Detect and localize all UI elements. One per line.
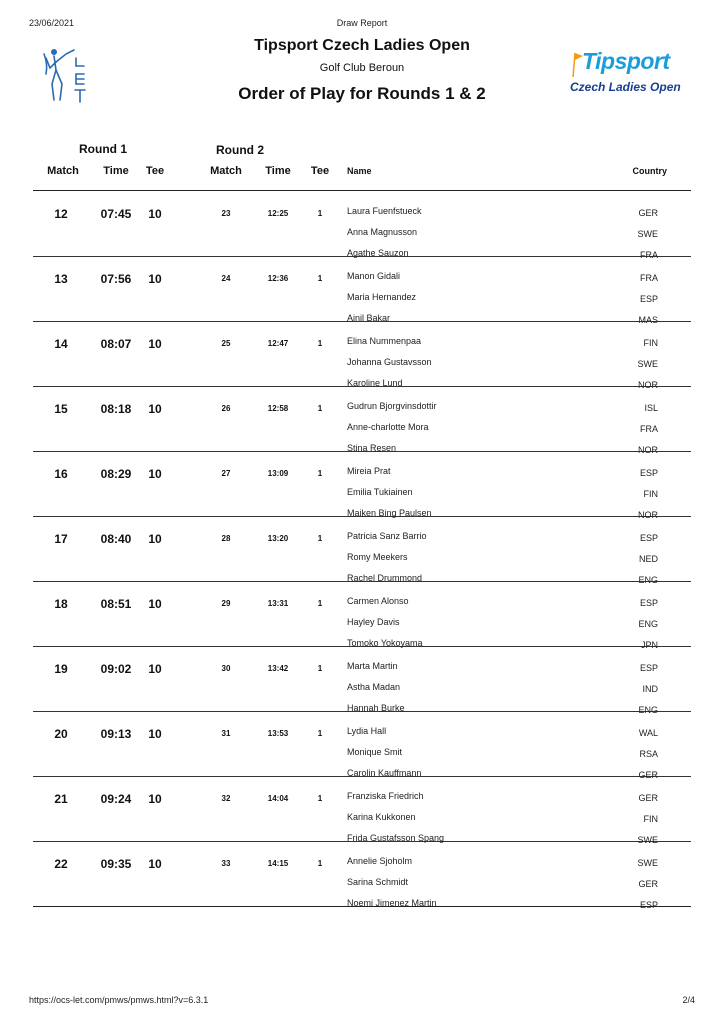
group-row: [33, 257, 691, 325]
round1-match: 20: [54, 727, 68, 741]
player-country: ISL: [644, 403, 658, 413]
round2-match: 30: [221, 664, 231, 673]
player-country: FRA: [640, 250, 658, 260]
round1-time: 09:02: [100, 662, 132, 676]
group-row: [33, 322, 691, 390]
player-country: ESP: [639, 533, 658, 543]
round1-tee: 10: [148, 207, 162, 221]
round2-match: 27: [221, 469, 231, 478]
player-country: FIN: [643, 489, 658, 499]
round1-match: 19: [54, 662, 68, 676]
group-row: [33, 192, 691, 260]
player-name: Sarina Schmidt: [347, 877, 409, 887]
round1-tee: 10: [148, 467, 162, 481]
round2-time: 13:53: [267, 729, 289, 738]
player-name: Johanna Gustavsson: [347, 357, 432, 367]
col-r1-tee: Tee: [145, 165, 165, 177]
player-name: Astha Madan: [347, 682, 401, 692]
player-country: GER: [638, 208, 658, 218]
player-country: NED: [638, 554, 658, 564]
player-name: Mireia Prat: [347, 466, 391, 476]
col-r2-tee: Tee: [310, 165, 330, 177]
round2-time: 13:09: [267, 469, 289, 478]
col-r2-match: Match: [210, 165, 242, 177]
player-country: GER: [638, 793, 658, 803]
player-country: SWE: [637, 835, 658, 845]
round2-match: 33: [221, 859, 231, 868]
player-country: FIN: [643, 338, 658, 348]
round2-time: 12:36: [267, 274, 289, 283]
player-country: SWE: [637, 359, 658, 369]
groups-table: [33, 192, 691, 910]
group-row: [33, 452, 691, 520]
round1-time: 09:35: [100, 857, 132, 871]
round2-time: 13:42: [267, 664, 289, 673]
player-name: Hayley Davis: [347, 617, 400, 627]
round2-tee: 1: [317, 534, 323, 543]
player-country: NOR: [638, 445, 658, 455]
player-name: Frida Gustafsson Spang: [347, 833, 445, 843]
round1-tee: 10: [148, 272, 162, 286]
player-name: Romy Meekers: [347, 552, 408, 562]
group-row: [33, 712, 691, 780]
round1-time: 08:40: [100, 532, 132, 546]
page-number: 2/4: [682, 995, 695, 1005]
round1-match: 12: [54, 207, 68, 221]
round1-time: 08:18: [100, 402, 132, 416]
round1-time: 09:24: [100, 792, 132, 806]
player-name: Noemi Jimenez Martin: [347, 898, 437, 908]
round1-tee: 10: [148, 532, 162, 546]
group-row: [33, 842, 691, 910]
round2-tee: 1: [317, 794, 323, 803]
col-r2-time: Time: [265, 165, 291, 177]
player-country: RSA: [639, 749, 658, 759]
round2-tee: 1: [317, 339, 323, 348]
group-row: [33, 582, 691, 650]
round2-tee: 1: [317, 404, 323, 413]
sponsor-name: Tipsport: [582, 48, 670, 74]
round1-time: 09:13: [100, 727, 132, 741]
player-name: Patricia Sanz Barrio: [347, 531, 427, 541]
round1-tee: 10: [148, 597, 162, 611]
round1-match: 21: [54, 792, 68, 806]
round1-time: 08:51: [100, 597, 132, 611]
report-label: Draw Report: [336, 18, 388, 28]
round1-match: 13: [54, 272, 68, 286]
group-row: [33, 387, 691, 455]
group-row: [33, 517, 691, 585]
round2-match: 29: [221, 599, 231, 608]
player-country: NOR: [638, 510, 658, 520]
player-name: Monique Smit: [347, 747, 403, 757]
player-country: FIN: [643, 814, 658, 824]
round2-time: 13:20: [267, 534, 289, 543]
round2-time: 12:25: [267, 209, 289, 218]
round2-match: 31: [221, 729, 231, 738]
player-country: ESP: [639, 663, 658, 673]
round1-time: 08:29: [100, 467, 132, 481]
round1-tee: 10: [148, 792, 162, 806]
col-r1-time: Time: [103, 165, 129, 177]
round2-time: 13:31: [267, 599, 289, 608]
player-name: Maria Hernandez: [347, 292, 417, 302]
round1-match: 14: [54, 337, 68, 351]
round1-tee: 10: [148, 337, 162, 351]
round2-time: 14:04: [267, 794, 289, 803]
player-name: Karoline Lund: [347, 378, 403, 388]
player-country: ENG: [638, 575, 658, 585]
sponsor-logo: [568, 48, 692, 100]
col-name: Name: [347, 166, 372, 176]
round1-time: 08:07: [100, 337, 132, 351]
player-country: WAL: [638, 728, 658, 738]
round1-time: 07:45: [100, 207, 132, 221]
player-country: NOR: [638, 380, 658, 390]
round2-match: 23: [221, 209, 231, 218]
player-name: Lydia Hall: [347, 726, 387, 736]
player-name: Rachel Drummond: [347, 573, 423, 583]
round2-tee: 1: [317, 599, 323, 608]
report-subtitle: Order of Play for Rounds 1 & 2: [238, 84, 486, 103]
round1-match: 18: [54, 597, 68, 611]
player-name: Agathe Sauzon: [347, 248, 409, 258]
tournament-title: Tipsport Czech Ladies Open: [254, 37, 470, 54]
player-country: FRA: [640, 424, 658, 434]
round1-tee: 10: [148, 727, 162, 741]
player-name: Elina Nummenpaa: [347, 336, 422, 346]
player-name: Anna Magnusson: [347, 227, 418, 237]
round2-tee: 1: [317, 209, 323, 218]
player-name: Carolin Kauffmann: [347, 768, 422, 778]
player-name: Annelie Sjoholm: [347, 856, 413, 866]
player-name: Gudrun Bjorgvinsdottir: [347, 401, 437, 411]
player-name: Franziska Friedrich: [347, 791, 424, 801]
player-name: Hannah Burke: [347, 703, 405, 713]
player-country: ENG: [638, 619, 658, 629]
round2-tee: 1: [317, 729, 323, 738]
venue-name: Golf Club Beroun: [319, 62, 405, 74]
sponsor-subtitle: Czech Ladies Open: [570, 80, 681, 94]
round1-tee: 10: [148, 662, 162, 676]
player-name: Laura Fuenfstueck: [347, 206, 422, 216]
player-country: SWE: [637, 858, 658, 868]
round2-time: 12:58: [267, 404, 289, 413]
player-country: ESP: [639, 900, 658, 910]
player-name: Stina Resen: [347, 443, 397, 453]
round1-match: 17: [54, 532, 68, 546]
round1-time: 07:56: [100, 272, 132, 286]
player-country: FRA: [640, 273, 658, 283]
player-name: Marta Martin: [347, 661, 398, 671]
round2-tee: 1: [317, 274, 323, 283]
player-name: Carmen Alonso: [347, 596, 409, 606]
round2-match: 24: [221, 274, 231, 283]
group-row: [33, 777, 691, 845]
player-country: IND: [642, 684, 658, 694]
group-row: [33, 647, 691, 715]
player-country: ESP: [639, 598, 658, 608]
round1-header: Round 1: [79, 142, 127, 156]
player-name: Ainil Bakar: [347, 313, 391, 323]
round1-match: 16: [54, 467, 68, 481]
round2-time: 12:47: [267, 339, 289, 348]
player-country: GER: [638, 770, 658, 780]
round2-tee: 1: [317, 859, 323, 868]
round2-match: 28: [221, 534, 231, 543]
round1-tee: 10: [148, 402, 162, 416]
round1-match: 22: [54, 857, 68, 871]
player-name: Maiken Bing Paulsen: [347, 508, 432, 518]
footer-url: https://ocs-let.com/pmws/pmws.html?v=6.3.1: [29, 995, 209, 1005]
round2-header: Round 2: [216, 143, 264, 157]
print-date: 23/06/2021: [29, 18, 75, 28]
col-country: Country: [632, 166, 667, 176]
player-name: Emilia Tukiainen: [347, 487, 413, 497]
table-top-rule: [33, 190, 691, 191]
player-country: JPN: [640, 640, 658, 650]
col-r1-match: Match: [47, 165, 79, 177]
round2-tee: 1: [317, 469, 323, 478]
round1-match: 15: [54, 402, 68, 416]
player-country: GER: [638, 879, 658, 889]
round2-match: 32: [221, 794, 231, 803]
round2-time: 14:15: [267, 859, 289, 868]
player-country: MAS: [638, 315, 658, 325]
let-logo: [40, 44, 95, 106]
player-name: Karina Kukkonen: [347, 812, 416, 822]
round2-match: 26: [221, 404, 231, 413]
player-country: ENG: [638, 705, 658, 715]
round2-tee: 1: [317, 664, 323, 673]
player-country: SWE: [637, 229, 658, 239]
round2-match: 25: [221, 339, 231, 348]
player-country: ESP: [639, 468, 658, 478]
player-name: Anne-charlotte Mora: [347, 422, 429, 432]
player-name: Tomoko Yokoyama: [347, 638, 423, 648]
round1-tee: 10: [148, 857, 162, 871]
player-name: Manon Gidali: [347, 271, 401, 281]
player-country: ESP: [639, 294, 658, 304]
